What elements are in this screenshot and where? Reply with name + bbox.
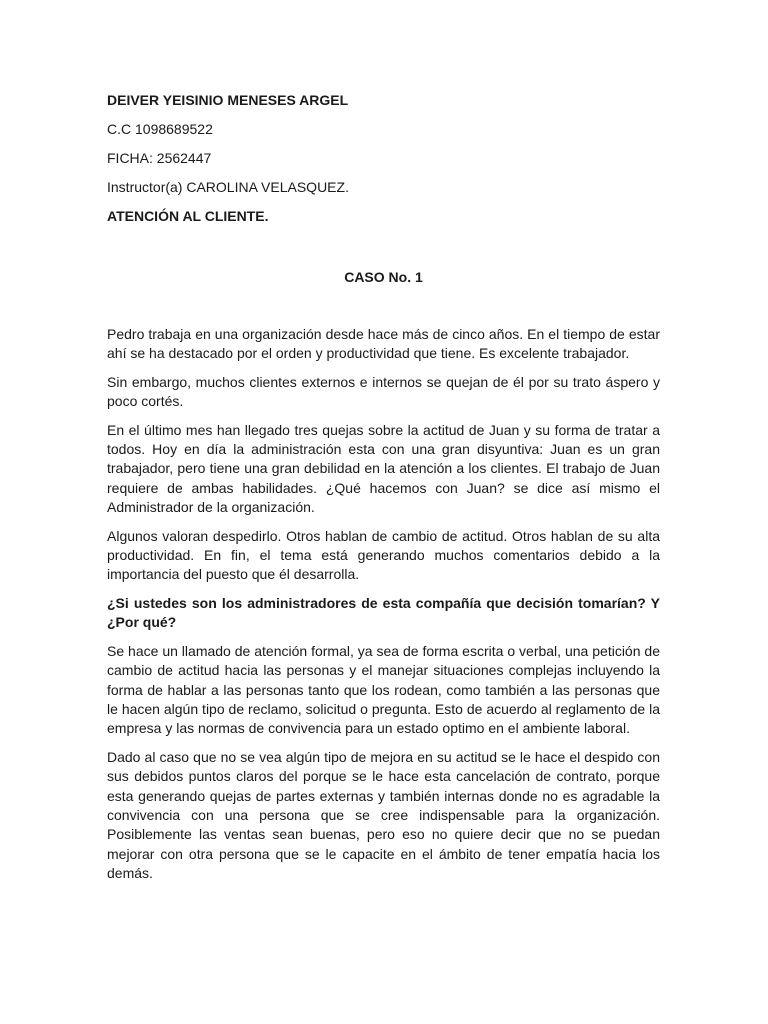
id-number: C.C 1098689522 <box>107 121 213 137</box>
document-page <box>107 90 660 893</box>
case-paragraph-2: Sin embargo, muchos clientes externos e internos se quejan de él por su trato áspero y poco cortés. <box>107 373 660 410</box>
author-name: DEIVER YEISINIO MENESES ARGEL <box>107 92 349 108</box>
case-paragraph-1: Pedro trabaja en una organización desde hace más de cinco años. En el tiempo de estar ahí se ha destacado por el orden y productividad que tiene. Es excelente trabajador. <box>107 326 660 362</box>
ficha-number: FICHA: 2562447 <box>107 150 212 166</box>
case-title: CASO No. 1 <box>344 269 423 285</box>
answer-paragraph-1: Se hace un llamado de atención formal, ya sea de forma escrita o verbal, una petición de cambio de actitud hacia las personas y el manejar situaciones complejas incluyendo la forma de hablar a las personas tanto que los rodean, como también a las personas que le hacen algún tipo de reclamo, solicitud o pregunta. Esto de acuerdo al reglamento de la empresa y las normas de convivencia para un estado optimo en el ambiente laboral. <box>107 642 660 737</box>
case-paragraph-3: En el último mes han llegado tres quejas sobre la actitud de Juan y su forma de tratar a todos. Hoy en día la administración esta con una gran disyuntiva: Juan es un gran trabajador, pero tiene una gran debilidad en la atención a los clientes. El trabajo de Juan requiere de ambas habilidades. ¿Qué hacemos con Juan? se dice así mismo el Administrador de la organización. <box>107 421 660 516</box>
answer-paragraph-2: Dado al caso que no se vea algún tipo de mejora en su actitud se le hace el despido con sus debidos puntos claros del porque se le hace esta cancelación de contrato, porque esta generando quejas de partes externas y también internas donde no es agradable la convivencia con una persona que se cree indispensable para la organización. Posiblemente las ventas sean buenas, pero eso no quiere decir que no se puedan mejorar con otra persona que se le capacite en el ámbito de tener empatía hacia los demás. <box>107 748 660 882</box>
instructor-line: Instructor(a) CAROLINA VELASQUEZ. <box>107 179 349 195</box>
case-paragraph-4: Algunos valoran despedirlo. Otros hablan de cambio de actitud. Otros hablan de su alta productividad. En fin, el tema está generando muchos comentarios debido a la importancia del puesto que él desarrolla. <box>107 527 660 583</box>
case-question: ¿Si ustedes son los administradores de esta compañía que decisión tomarían? Y ¿Por qué? <box>107 594 660 631</box>
subject-line: ATENCIÓN AL CLIENTE. <box>107 208 269 224</box>
